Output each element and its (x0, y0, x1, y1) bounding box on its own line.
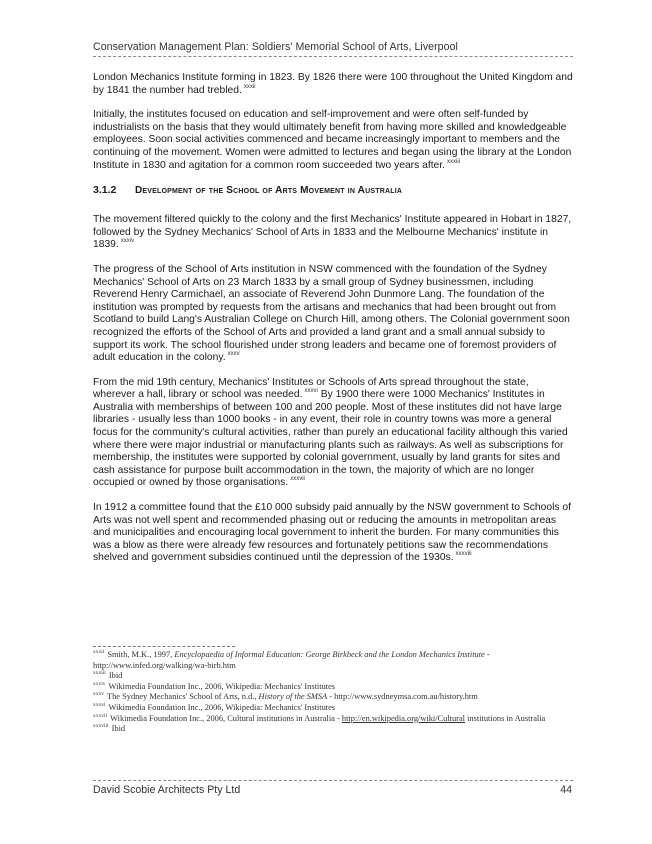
footnote: $^{xxxvii}$ Wikimedia Foundation Inc., 2006, Cultural institutions in Australia - http://en.wikipedia.org/wiki/Cultural institutions in Australia (93, 712, 546, 723)
page-number: 44 (560, 784, 572, 796)
footnote-ref: xxxvii (290, 476, 305, 483)
footnotes (93, 650, 573, 735)
paragraph: London Mechanics Institute forming in 1823. By 1826 there were 100 throughout the United Kingdom and by 1841 the number had trebled. $^{xxxii}$ (93, 72, 573, 96)
footnote: $^{xxxiii}$ Ibid (93, 670, 123, 681)
paragraph: Initially, the institutes focused on education and self-improvement and were often self-funded by industrialists on the basis that they would ultimately benefit from having more skilled and knowledgeable employees. Soon social activities commenced and became increasingly important to members and the continuing of the movement. Women were admitted to lectures and began using the library at the London Institute in 1830 and agitation for a common room succeeded two years after. $^{xxxiii}$ (93, 109, 572, 171)
section-title: Development of the School of Arts Movement in Australia (135, 185, 403, 197)
footnote-ref: xxxviii (455, 551, 472, 558)
paragraph: The progress of the School of Arts institution in NSW commenced with the foundation of the Sydney Mechanics' School of Arts on 23 March 1833 by a small group of Sydney businessmen, including Reverend Henry Carmichael, an associate of Reverend John Dunmore Lang. The foundation of the institution was prompted by requests from the artisans and mechanics that had been brought out from Scotland to build Lang's Australian College on Church Hill, among others. The Colonial government soon recognized the efforts of the School of Arts and provided a land grant and a small annual subsidy to support its work. The school flourished under strong leaders and became one of foremost providers of adult education in the colony. $^{xxxv}$ (93, 263, 570, 364)
footnote-ref: xxxiv (120, 238, 135, 245)
footnote: $^{xxxvi}$ Wikimedia Foundation Inc., 2006, Wikipedia: Mechanics' Institutes (93, 701, 336, 712)
footnote: $^{xxxii}$ Smith, M.K., 1997, Encyclopaedia of Informal Education: George Birkbeck and the London Mechanics Institute - http://www.infed.org/walking/wa-birb.htm (93, 649, 490, 670)
header-divider (93, 56, 573, 57)
footnote-divider (93, 646, 235, 647)
footnote: $^{xxxiv}$ Wikimedia Foundation Inc., 2006, Wikipedia: Mechanics' Institutes (93, 680, 336, 691)
footnote-link[interactable]: http://en.wikipedia.org/wiki/Cultural (341, 713, 466, 723)
paragraph: In 1912 a committee found that the £10 000 subsidy paid annually by the NSW government to Schools of Arts was not well spent and recommended phasing out or reducing the amounts in metropolitan areas and municipalities and encouraging local government to inherit the burden. For many communities this was a blow as there were already few resources and fortunately petitions saw the recommendations shelved and government subsidies continued until the depression of the 1930s. $^{xxxviii}$ (93, 502, 571, 564)
footnote-ref: xxxv (227, 351, 240, 358)
footnote-ref: xxxvi (304, 388, 318, 395)
footer-company: David Scobie Architects Pty Ltd (93, 784, 241, 796)
paragraph: From the mid 19th century, Mechanics' Institutes or Schools of Arts spread throughout the state, wherever a hall, library or school was needed. $^{xxxvi}$ By 1900 there were 1000 Mechanics' Institutes in Australia with memberships of between 100 and 200 people. Most of these institutes did not have large libraries - usually less than 1000 books - in any event, their role in country towns was more a general focus for the community's cultural activities, rather than purely an educational facility although this varied where there were major industrial or manufacturing plants such as railways. As well as subscriptions for membership, the institutes were supported by colonial government, usually by land grants for sites and cash assistance for purpose built accommodation in the town, the majority of which are no longer occupied or owned by those organisations. $^{xxxvii}$ (93, 376, 568, 489)
footnote-ref: xxxii (243, 83, 256, 90)
footnote: $^{xxxv}$ The Sydney Mechanics' School of Arts, n.d., History of the SMSA - http://www.sydneymsa.com.au/history.htm (93, 691, 478, 702)
section-heading (93, 184, 573, 196)
footnote: $^{xxxviii}$ Ibid (93, 723, 126, 734)
paragraph: The movement filtered quickly to the colony and the first Mechanics' Institute appeared in Hobart in 1827, followed by the Sydney Mechanics' School of Arts in 1833 and the Melbourne Mechanics' institute in 1839. $^{xxxiv}$ (93, 214, 572, 251)
body-text (93, 72, 573, 577)
section-number: 3.1.2 (93, 184, 117, 197)
running-header: Conservation Management Plan: Soldiers' Memorial School of Arts, Liverpool (93, 41, 458, 53)
footnote-ref: xxxiii (447, 158, 461, 165)
footer-divider (93, 780, 573, 781)
